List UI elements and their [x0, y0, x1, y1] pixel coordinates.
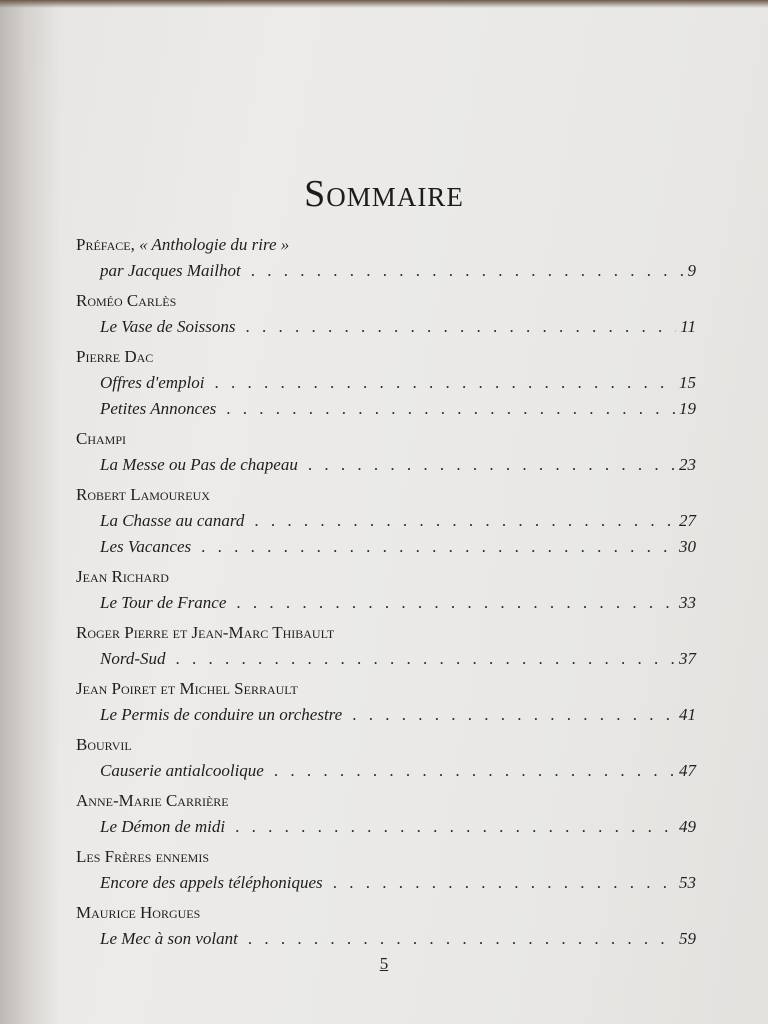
- toc-entry-title: Le Permis de conduire un orchestre: [100, 705, 343, 724]
- page-gutter-shadow: [0, 0, 60, 1024]
- dot-leader: [251, 258, 684, 284]
- toc-author: Roméo Carlès: [76, 291, 177, 310]
- dot-leader: [352, 702, 675, 728]
- page-title: Sommaire: [304, 173, 464, 215]
- preface-byline: par Jacques Mailhot: [100, 261, 241, 280]
- toc-entry-title: Le Vase de Soissons: [100, 317, 236, 336]
- toc-entry-page-number: 59: [679, 929, 696, 948]
- toc-entry-page-number: 11: [680, 317, 696, 336]
- toc-author: Jean Poiret et Michel Serrault: [76, 679, 298, 698]
- toc-entry-title: Causerie antialcoolique: [100, 761, 264, 780]
- toc-entry: [76, 870, 696, 896]
- toc-entry-page-number: 41: [679, 705, 696, 724]
- preface-label: Préface,: [76, 235, 135, 254]
- dot-leader: [236, 590, 675, 616]
- toc-entry-page-number: 23: [679, 455, 696, 474]
- preface-quote: « Anthologie du rire »: [139, 235, 290, 254]
- dot-leader: [176, 646, 676, 672]
- toc-author: Robert Lamoureux: [76, 485, 210, 504]
- dot-leader: [274, 758, 675, 784]
- toc-entry: [76, 508, 696, 534]
- table-of-contents: [76, 232, 696, 956]
- toc-author: Roger Pierre et Jean-Marc Thibault: [76, 623, 335, 642]
- dot-leader: [201, 534, 675, 560]
- toc-entry-page-number: 30: [679, 537, 696, 556]
- toc-entry-page-number: 47: [679, 761, 696, 780]
- toc-entry: [76, 646, 696, 672]
- toc-sections: [76, 288, 696, 956]
- page-top-edge: [0, 0, 768, 8]
- toc-entry: [76, 590, 696, 616]
- dot-leader: [248, 926, 675, 952]
- toc-author: Maurice Horgues: [76, 903, 201, 922]
- toc-entry: [76, 452, 696, 478]
- toc-entry: [76, 314, 696, 340]
- toc-entry: [76, 396, 696, 422]
- toc-entry-title: La Messe ou Pas de chapeau: [100, 455, 298, 474]
- toc-author: Jean Richard: [76, 567, 169, 586]
- toc-entry: [76, 534, 696, 560]
- dot-leader: [308, 452, 675, 478]
- preface-heading: [76, 232, 696, 258]
- toc-entry: [76, 758, 696, 784]
- dot-leader: [333, 870, 675, 896]
- toc-author: Champi: [76, 429, 127, 448]
- toc-entry: [76, 702, 696, 728]
- preface-entry: [76, 258, 696, 284]
- dot-leader: [254, 508, 675, 534]
- toc-entry-page-number: 37: [679, 649, 696, 668]
- toc-entry-title: La Chasse au canard: [100, 511, 245, 530]
- toc-author: Les Frères ennemis: [76, 847, 210, 866]
- toc-entry-title: Les Vacances: [100, 537, 192, 556]
- toc-entry-title: Petites Annonces: [100, 399, 217, 418]
- toc-entry: [76, 814, 696, 840]
- toc-entry-title: Le Tour de France: [100, 593, 227, 612]
- toc-entry-page-number: 15: [679, 373, 696, 392]
- dot-leader: [246, 314, 677, 340]
- dot-leader: [235, 814, 675, 840]
- toc-entry: [76, 370, 696, 396]
- toc-entry-page-number: 27: [679, 511, 696, 530]
- toc-author: Pierre Dac: [76, 347, 154, 366]
- page-number: 5: [379, 954, 389, 973]
- toc-author: Anne-Marie Carrière: [76, 791, 229, 810]
- toc-author: Bourvil: [76, 735, 132, 754]
- toc-entry-title: Le Démon de midi: [100, 817, 226, 836]
- toc-entry-title: Nord-Sud: [100, 649, 166, 668]
- preface-page-number: 9: [687, 261, 696, 280]
- toc-entry-title: Le Mec à son volant: [100, 929, 238, 948]
- toc-entry-page-number: 19: [679, 399, 696, 418]
- dot-leader: [226, 396, 675, 422]
- toc-entry: [76, 926, 696, 952]
- dot-leader: [215, 370, 675, 396]
- toc-entry-title: Encore des appels téléphoniques: [100, 873, 323, 892]
- toc-entry-page-number: 49: [679, 817, 696, 836]
- toc-entry-page-number: 33: [679, 593, 696, 612]
- toc-entry-title: Offres d'emploi: [100, 373, 205, 392]
- toc-entry-page-number: 53: [679, 873, 696, 892]
